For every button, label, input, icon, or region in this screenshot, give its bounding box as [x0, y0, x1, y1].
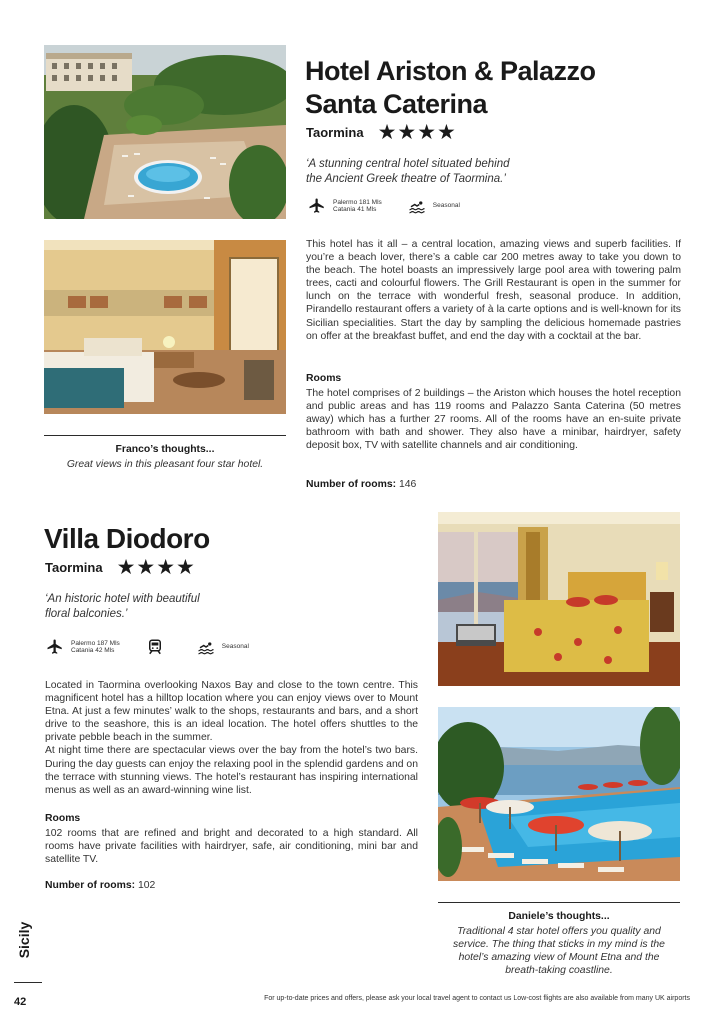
train-info [146, 638, 171, 656]
rooms-description: 102 rooms that are refined and bright and decorated to a high standard. All rooms have private facilities with hairdryer, safe, air conditioning, mini bar and satellite TV. [45, 828, 418, 866]
hotel-ariston-bedroom-photo [44, 240, 286, 414]
thoughts-text: Traditional 4 star hotel offers you quality and service. The thing that sticks in my mind is the hotel’s amazing view of Mount Etna and the breath-taking coastline. [453, 926, 665, 976]
description-paragraph: At night time there are spectacular views over the bay from the hotel’s two bars. During the day guests can enjoy the relaxing pool in the splendid gardens and on the terrace with stunning views. The hotel’s restaurant has inspiring international menus as well as an award-winning wine list. [45, 745, 418, 796]
hotel-ariston-pool-photo [44, 45, 286, 219]
divider [438, 902, 680, 903]
number-of-rooms-value: 146 [398, 479, 417, 490]
footer-note: For up-to-date prices and offers, please ask your local travel agent to contact us Low-cost flights are also available from many UK airports [264, 995, 690, 1002]
quote-line: ‘An historic hotel with beautiful [45, 593, 200, 605]
season-info [197, 638, 249, 656]
season-label: Seasonal [221, 643, 249, 651]
divider [44, 435, 286, 436]
travel-info [46, 638, 275, 656]
airplane-icon [46, 638, 64, 656]
quote-line: the Ancient Greek theatre of Taormina.’ [306, 173, 506, 185]
travel-info [308, 197, 486, 215]
train-icon [146, 638, 164, 656]
hotel-title [305, 55, 665, 121]
hotel-description [45, 679, 418, 797]
hotel-location [45, 557, 196, 578]
page-number: 42 [14, 996, 27, 1008]
hotel-title-line: Hotel Ariston & Palazzo [305, 56, 596, 86]
region-tab [10, 900, 38, 980]
number-of-rooms [306, 479, 416, 490]
airport-distance: Palermo 181 Mls [333, 198, 382, 206]
quote-line: floral balconies.’ [45, 608, 128, 620]
star-rating: ★★★★ [377, 121, 457, 144]
thoughts-heading: Daniele’s thoughts... [508, 911, 610, 922]
rooms-heading: Rooms [306, 373, 342, 384]
number-of-rooms-label: Number of rooms: [306, 479, 397, 490]
star-rating: ★★★★ [116, 556, 196, 579]
flight-info [308, 197, 382, 215]
hotel-title: Villa Diodoro [44, 523, 210, 554]
region-label: Sicily [16, 921, 32, 959]
number-of-rooms-value: 102 [137, 880, 156, 891]
rooms-heading: Rooms [45, 813, 81, 824]
hotel-location [306, 122, 457, 143]
hotel-title-line: Santa Caterina [305, 89, 488, 119]
quote-line: ‘A stunning central hotel situated behind [306, 158, 510, 170]
airport-distance: Palermo 187 Mls [71, 639, 120, 647]
season-label: Seasonal [432, 202, 460, 210]
villa-diodoro-pool-photo [438, 707, 680, 881]
flight-info [46, 638, 120, 656]
thoughts-text: Great views in this pleasant four star hotel. [66, 459, 264, 470]
hotel-quote [45, 592, 200, 622]
number-of-rooms [45, 880, 155, 891]
location-label: Taormina [306, 125, 364, 140]
number-of-rooms-label: Number of rooms: [45, 880, 136, 891]
thoughts-heading: Franco’s thoughts... [115, 444, 215, 455]
location-label: Taormina [45, 560, 103, 575]
airplane-icon [308, 197, 326, 215]
season-info [408, 197, 460, 215]
description-paragraph: Located in Taormina overlooking Naxos Bay and close to the town centre. This magnificent hotel has a hilltop location where you can enjoy views over to Mount Etna. At just a few minutes’ walk to the shops, restaurants and bars, and a short drive to the seashore, this is an ideal location. The hotel offers shuttles to the private pebble beach in the summer. [45, 680, 418, 744]
airport-distance: Catania 42 Mls [71, 647, 115, 654]
hotel-quote [306, 157, 510, 187]
villa-diodoro-bedroom-photo [438, 512, 680, 686]
airport-distance: Catania 41 Mls [333, 206, 377, 213]
rooms-description: The hotel comprises of 2 buildings – the Ariston which houses the hotel reception and public areas and has 119 rooms and Palazzo Santa Caterina (50 metres away) which has a further 27 rooms. All of the rooms have an en-suite private bathroom with bath and shower. They also have a minibar, hairdryer, safety deposit box, TV with satellite channels and air conditioning. [306, 388, 681, 452]
hotel-description: This hotel has it all – a central location, amazing views and superb facilities. If you’re a beach lover, there’s a cable car 200 metres away to take you down to the beach. The hotel boasts an impressively large pool area with towering palm trees, cacti and colourful flowers. The Grill Restaurant is open in the summer for lunch on the terrace with wonderful fresh, seasonal produce. In addition, Pirandello restaurant offers a variety of à la carte options and is well-known for its Sicilian specialities. Start the day by sampling the delicious homemade pastries on offer at the breakfast buffet, and end the day with a cocktail at the bar. [306, 239, 681, 342]
side-tab-rule [14, 982, 42, 983]
swimming-icon [197, 638, 215, 656]
swimming-icon [408, 197, 426, 215]
